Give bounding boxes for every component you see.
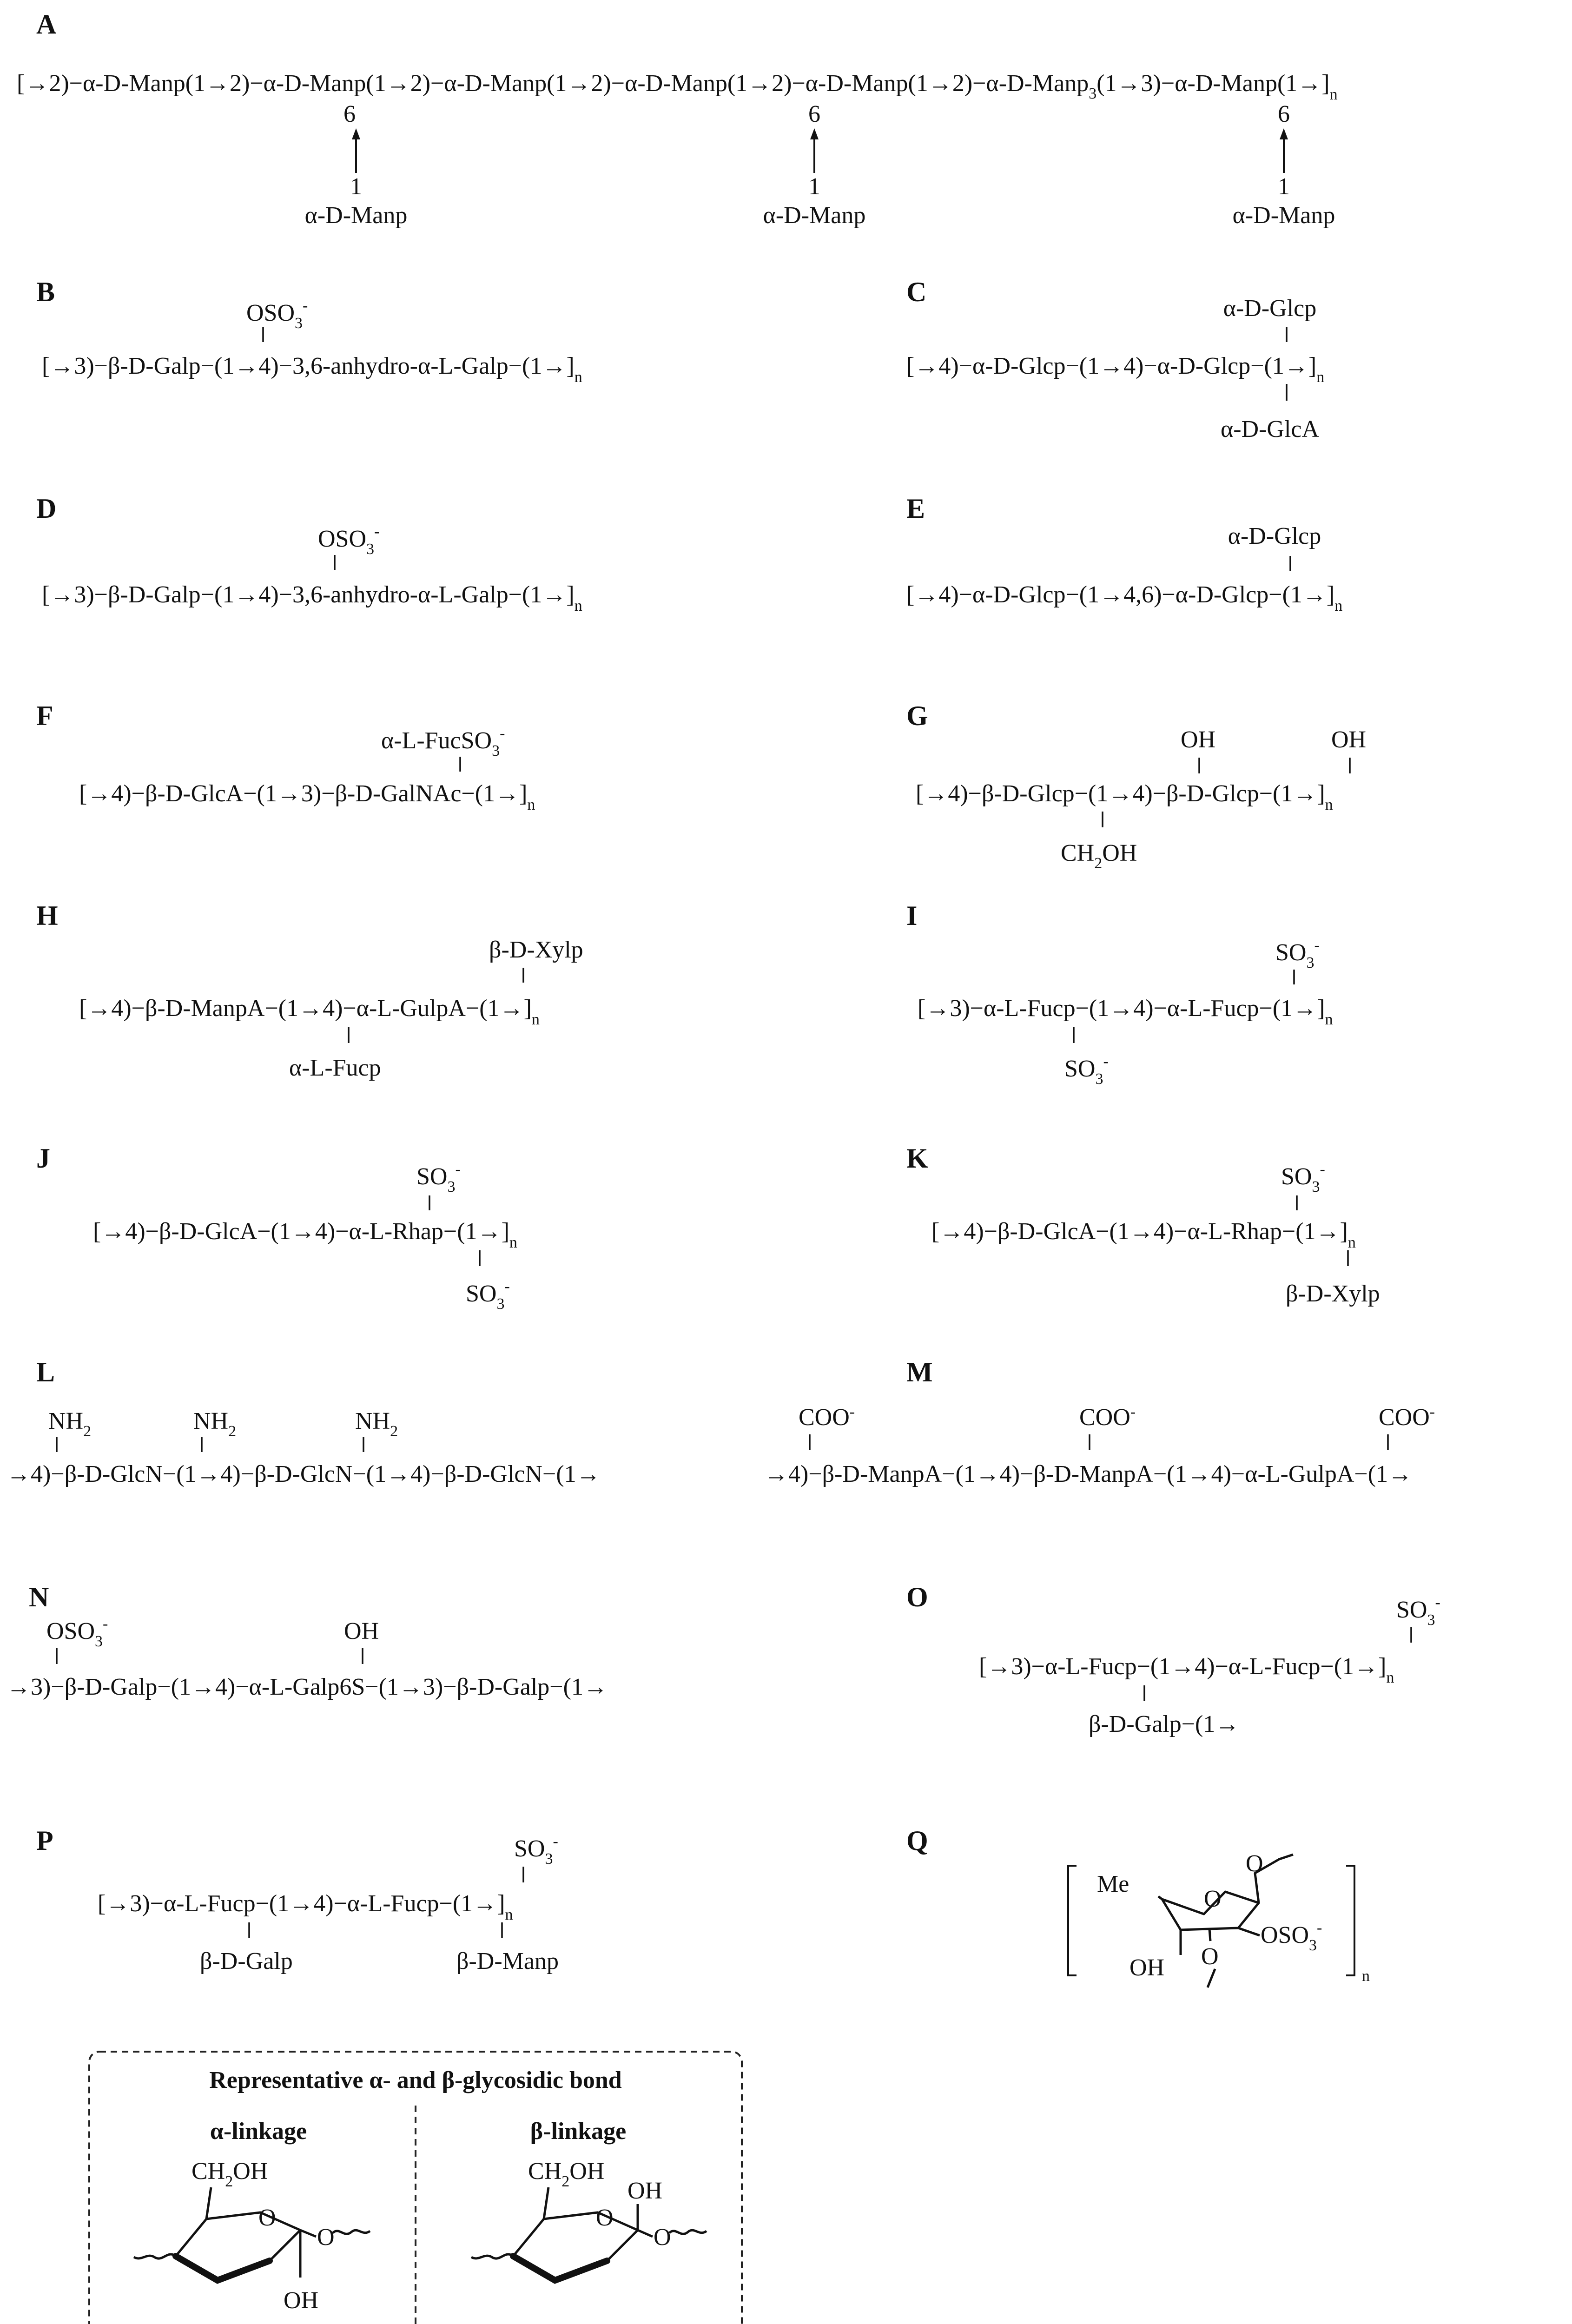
panel-h-bottom-branch: α-L-Fucp — [289, 1055, 381, 1081]
panel-i-main-chain: $[\to 3)-\alpha-L-Fucp-(1\to 4)-\alpha-L-Fucp-(1\to]_n$ — [918, 995, 1333, 1028]
panel-a-branch-arrowhead-1 — [352, 128, 360, 139]
panel-p-bottom-branch-1: β-D-Galp — [200, 1948, 293, 1974]
panel-c-top-branch: α-D-Glcp — [1223, 295, 1317, 322]
panel-l-main-chain: →4)−β-D-GlcN−(1→4)−β-D-GlcN−(1→4)−β-D-GlcN−(1→ — [7, 1461, 601, 1487]
panel-label-a: A — [36, 9, 57, 40]
alpha-glyco-bond — [300, 2230, 316, 2237]
panel-q-anomeric-o: O — [1246, 1850, 1263, 1877]
alpha-ring-front-edge — [176, 2256, 270, 2280]
alpha-glucose-ring — [134, 2158, 370, 2314]
panel-l-nh2-2: $NH_2$ — [193, 1408, 237, 1440]
panel-o — [906, 1582, 1440, 1737]
panel-g-oh-1: OH — [1181, 726, 1216, 753]
panel-j-so3-top: $SO_3^-$ — [416, 1161, 461, 1195]
panel-q-o3-linkage — [1208, 1969, 1215, 1987]
panel-i-so3-bottom: $SO_3^-$ — [1064, 1053, 1109, 1088]
panel-j-so3-bottom: $SO_3^-$ — [466, 1278, 510, 1313]
panel-p-so3: $SO_3^-$ — [514, 1833, 558, 1868]
panel-a-branch-from-3: 1 — [1278, 173, 1290, 200]
panel-m-main-chain: →4)−β-D-ManpA−(1→4)−β-D-ManpA−(1→4)−α-L-GulpA−(1→ — [764, 1461, 1413, 1487]
panel-g-oh-2: OH — [1331, 726, 1367, 753]
panel-o-main-chain: $[\to 3)-\alpha-L-Fucp-(1\to 4)-\alpha-L-Fucp-(1\to]_n$ — [979, 1653, 1394, 1686]
panel-a-branch-sugar-3: α-D-Manp — [1232, 202, 1335, 229]
panel-a-branch-arrowhead-3 — [1280, 128, 1288, 139]
beta-squiggle-right — [669, 2230, 707, 2234]
panel-o-so3: $SO_3^-$ — [1396, 1594, 1440, 1629]
panel-q-o3: O — [1201, 1943, 1219, 1970]
beta-c6-bond — [544, 2187, 548, 2219]
panel-a-branch-pos-2: 6 — [808, 101, 820, 127]
panel-n — [7, 1582, 608, 1700]
panel-label-f: F — [36, 700, 53, 731]
panel-label-i: I — [906, 900, 918, 931]
panel-h — [36, 900, 583, 1081]
panel-label-p: P — [36, 1825, 53, 1856]
panel-e — [906, 493, 1342, 614]
panel-p — [36, 1825, 559, 1974]
panel-label-b: B — [36, 277, 55, 307]
panel-a-branch-sugar-2: α-D-Manp — [763, 202, 866, 229]
panel-a — [17, 9, 1338, 229]
panel-m-coo-2: COO- — [1079, 1403, 1136, 1431]
beta-ring-front-edge — [513, 2256, 607, 2280]
panel-b-main-chain: $[\to 3)-\beta-D-Galp-(1\to 4)-3,6-anhydro-\alpha-L-Galp-(1\to]_n$ — [42, 353, 582, 386]
box-title: Representative α- and β-glycosidic bond — [209, 2067, 622, 2093]
panel-label-n: N — [29, 1582, 49, 1612]
alpha-c6-bond — [206, 2187, 211, 2219]
panel-a-branch-sugar-1: α-D-Manp — [304, 202, 408, 229]
panel-q-oh: OH — [1129, 1954, 1165, 1981]
panel-label-e: E — [906, 493, 925, 524]
panel-label-g: G — [906, 700, 928, 731]
panel-n-oh: OH — [344, 1618, 379, 1644]
panel-q-ring-o: O — [1204, 1886, 1222, 1912]
alpha-squiggle-right — [333, 2230, 370, 2234]
panel-i — [906, 900, 1333, 1088]
panel-g — [906, 700, 1366, 872]
panel-e-top-branch: α-D-Glcp — [1228, 523, 1321, 549]
alpha-ch2oh: $CH_2OH$ — [192, 2158, 268, 2190]
panel-label-l: L — [36, 1357, 55, 1387]
panel-a-branch-from-2: 1 — [808, 173, 820, 200]
beta-linkage-title: β-linkage — [530, 2118, 627, 2145]
panel-o-bottom-branch: β-D-Galp−(1→ — [1089, 1711, 1240, 1737]
panel-label-j: J — [36, 1143, 50, 1174]
panel-q-oso3-bond — [1238, 1928, 1260, 1935]
panel-l-nh2-1: $NH_2$ — [48, 1408, 92, 1440]
panel-p-bottom-branch-2: β-D-Manp — [456, 1948, 559, 1974]
panel-label-m: M — [906, 1357, 933, 1387]
panel-label-d: D — [36, 493, 57, 524]
panel-label-q: Q — [906, 1825, 928, 1856]
panel-m — [764, 1357, 1435, 1487]
panel-k-so3-top: $SO_3^-$ — [1281, 1161, 1325, 1195]
panel-n-oso3: $OSO_3^-$ — [46, 1615, 108, 1650]
panel-a-branch-from-1: 1 — [350, 173, 362, 200]
panel-g-ch2oh: $CH_2OH$ — [1061, 840, 1137, 872]
panel-q-oso3: $OSO_3^-$ — [1261, 1919, 1322, 1954]
panel-h-main-chain: $[\to 4)-\beta-D-ManpA-(1\to 4)-\alpha-L-GulpA-(1\to]_n$ — [79, 995, 540, 1028]
beta-ring-o: O — [596, 2205, 614, 2231]
panel-label-k: K — [906, 1143, 928, 1174]
glycosidic-bond-box — [89, 2052, 742, 2324]
panel-g-main-chain: $[\to 4)-\beta-D-Glcp-(1\to 4)-\beta-D-Glcp-(1\to]_n$ — [916, 780, 1333, 813]
alpha-glyco-o: O — [317, 2224, 335, 2251]
panel-b-sulfate: $OSO_3^-$ — [246, 297, 308, 332]
panel-h-top-branch: β-D-Xylp — [489, 937, 583, 963]
beta-glucose-ring — [471, 2158, 707, 2280]
panel-p-main-chain: $[\to 3)-\alpha-L-Fucp-(1\to 4)-\alpha-L-Fucp-(1\to]_n$ — [98, 1890, 513, 1923]
panel-a-branch-arrowhead-2 — [810, 128, 819, 139]
panel-d — [36, 493, 582, 614]
panel-k-main-chain: $[\to 4)-\beta-D-GlcA-(1\to 4)-\alpha-L-Rhap-(1\to]_n$ — [931, 1218, 1356, 1251]
panel-q — [906, 1825, 1370, 1987]
panel-b — [36, 277, 582, 386]
panel-q-o3-bond — [1209, 1929, 1210, 1941]
alpha-ring-o: O — [258, 2205, 276, 2231]
beta-oh: OH — [627, 2178, 663, 2204]
panel-c-main-chain: $[\to 4)-\alpha-D-Glcp-(1\to 4)-\alpha-D-Glcp-(1\to]_n$ — [906, 353, 1325, 386]
panel-d-main-chain: $[\to 3)-\beta-D-Galp-(1\to 4)-3,6-anhydro-\alpha-L-Galp-(1\to]_n$ — [42, 581, 582, 614]
beta-ch2oh: $CH_2OH$ — [528, 2158, 605, 2190]
panel-a-main-chain: $[\to 2)-\alpha-D-Manp(1\to 2)-\alpha-D-Manp(1\to 2)-\alpha-D-Manp(1\to 2)-\alpha-D-Manp(1\to 2)-\alpha-D-Manp(1\to 2)-\alpha-D-Manp_3(1\to 3)-\alpha-D-Manp(1\to]_n$ — [17, 70, 1338, 103]
panel-l-nh2-3: $NH_2$ — [355, 1408, 398, 1440]
panel-f-main-chain: $[\to 4)-\beta-D-GlcA-(1\to 3)-\beta-D-GalNAc-(1\to]_n$ — [79, 780, 535, 813]
panel-m-coo-1: COO- — [799, 1403, 855, 1431]
panel-f — [36, 700, 535, 813]
panel-j-main-chain: $[\to 4)-\beta-D-GlcA-(1\to 4)-\alpha-L-Rhap-(1\to]_n$ — [93, 1218, 517, 1251]
panel-label-o: O — [906, 1582, 928, 1612]
alpha-oh: OH — [284, 2287, 319, 2314]
panel-q-me: Me — [1097, 1871, 1129, 1897]
beta-glyco-bond — [638, 2230, 653, 2237]
panel-k — [906, 1143, 1380, 1307]
panel-q-me-bond — [1158, 1896, 1162, 1899]
alpha-squiggle-left — [134, 2254, 176, 2258]
panel-q-right-bracket — [1346, 1866, 1354, 1975]
beta-squiggle-left — [471, 2254, 513, 2258]
panel-a-branch-pos-1: 6 — [343, 101, 356, 127]
panel-m-coo-3: COO- — [1379, 1403, 1435, 1431]
panel-label-c: C — [906, 277, 927, 307]
panel-f-top-branch: α-L-FucSO$_3$- — [381, 725, 505, 759]
panel-label-h: H — [36, 900, 58, 931]
panel-d-sulfate: $OSO_3^-$ — [318, 523, 380, 558]
alpha-linkage-title: α-linkage — [210, 2118, 307, 2145]
panel-a-branch-pos-3: 6 — [1278, 101, 1290, 127]
beta-glyco-o: O — [654, 2224, 671, 2251]
panel-c — [906, 277, 1324, 442]
panel-c-bottom-branch: α-D-GlcA — [1220, 416, 1320, 442]
panel-k-bottom-branch: β-D-Xylp — [1286, 1281, 1380, 1307]
panel-i-so3-top: $SO_3^-$ — [1275, 937, 1320, 971]
panel-l — [7, 1357, 601, 1487]
panel-e-main-chain: $[\to 4)-\alpha-D-Glcp-(1\to 4,6)-\alpha-D-Glcp-(1\to]_n$ — [906, 581, 1343, 614]
panel-n-main-chain: →3)−β-D-Galp−(1→4)−α-L-Galp6S−(1→3)−β-D-Galp−(1→ — [7, 1674, 608, 1700]
panel-j — [36, 1143, 517, 1313]
panel-q-left-bracket — [1068, 1866, 1077, 1975]
panel-q-n: n — [1362, 1967, 1370, 1985]
